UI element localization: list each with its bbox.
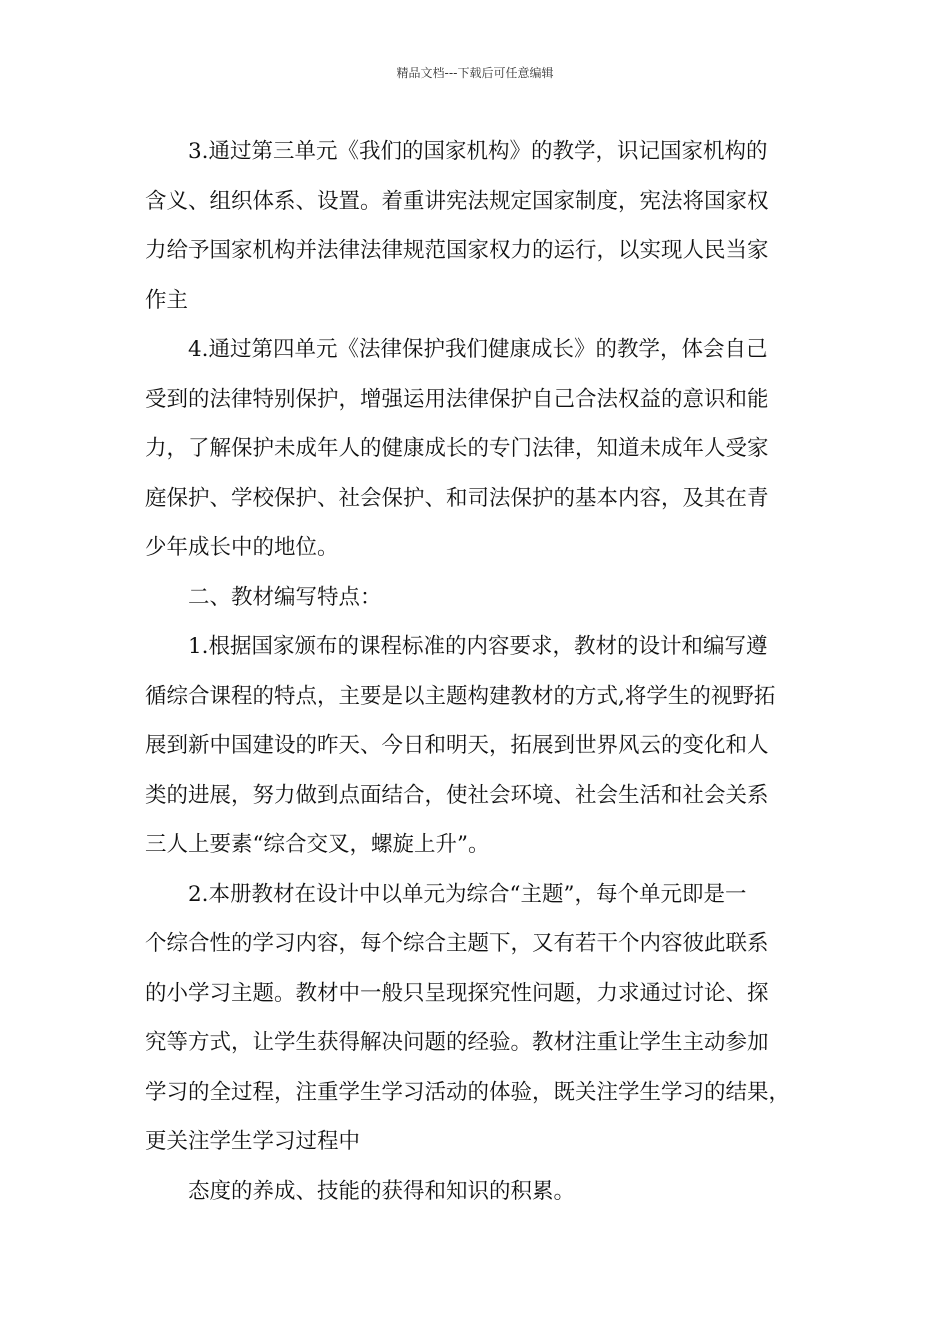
text-line: 学习的全过程，注重学生学习活动的体验，既关注学生学习的结果， bbox=[145, 1079, 791, 1105]
text-line: 力给予国家机构并法律法律规范国家权力的运行，以实现人民当家 bbox=[145, 238, 769, 263]
text-line: 究等方式，让学生获得解决问题的经验。教材注重让学生主动参加 bbox=[145, 1030, 769, 1055]
text-line: 受到的法律特别保护，增强运用法律保护自己合法权益的意识和能 bbox=[145, 386, 769, 412]
text-line: 2.本册教材在设计中以单元为综合“主题”，每个单元即是一 bbox=[188, 881, 747, 907]
paragraph-feature-1 bbox=[145, 622, 810, 870]
text-line: 作主 bbox=[145, 287, 189, 313]
page-header: 精品文档---下载后可任意编辑 bbox=[396, 66, 554, 80]
text-line: 循综合课程的特点，主要是以主题构建教材的方式,将学生的视野拓 bbox=[145, 683, 776, 709]
text-line: 类的进展，努力做到点面结合，使社会环境、社会生活和社会关系 bbox=[145, 782, 769, 808]
text-line: 3.通过第三单元《我们的国家机构》的教学，识记国家机构的 bbox=[188, 139, 768, 164]
paragraph-closing bbox=[145, 1167, 810, 1217]
text-line: 更关注学生学习过程中 bbox=[145, 1129, 361, 1154]
text-line: 三人上要素“综合交叉，螺旋上升”。 bbox=[145, 832, 490, 857]
text-line: 少年成长中的地位。 bbox=[145, 535, 339, 560]
text-line: 展到新中国建设的昨天、今日和明天，拓展到世界风云的变化和人 bbox=[145, 733, 769, 758]
document-body bbox=[145, 127, 810, 1216]
text-line: 态度的养成、技能的获得和知识的积累。 bbox=[188, 1178, 576, 1204]
text-line: 的小学习主题。教材中一般只呈现探究性问题，力求通过讨论、探 bbox=[145, 980, 769, 1006]
text-line: 1.根据国家颁布的课程标准的内容要求，教材的设计和编写遵 bbox=[188, 634, 768, 659]
section-heading bbox=[145, 573, 810, 623]
text-line: 二、教材编写特点： bbox=[188, 584, 382, 610]
paragraph-unit-3 bbox=[145, 127, 810, 325]
text-line: 庭保护、学校保护、社会保护、和司法保护的基本内容，及其在青 bbox=[145, 485, 769, 511]
text-line: 个综合性的学习内容，每个综合主题下，又有若干个内容彼此联系 bbox=[145, 931, 769, 956]
paragraph-feature-2 bbox=[145, 870, 810, 1167]
paragraph-unit-4 bbox=[145, 325, 810, 573]
text-line: 含义、组织体系、设置。着重讲宪法规定国家制度，宪法将国家权 bbox=[145, 188, 769, 214]
text-line: 4.通过第四单元《法律保护我们健康成长》的教学，体会自己 bbox=[188, 337, 768, 362]
text-line: 力，了解保护未成年人的健康成长的专门法律，知道未成年人受家 bbox=[145, 436, 769, 461]
